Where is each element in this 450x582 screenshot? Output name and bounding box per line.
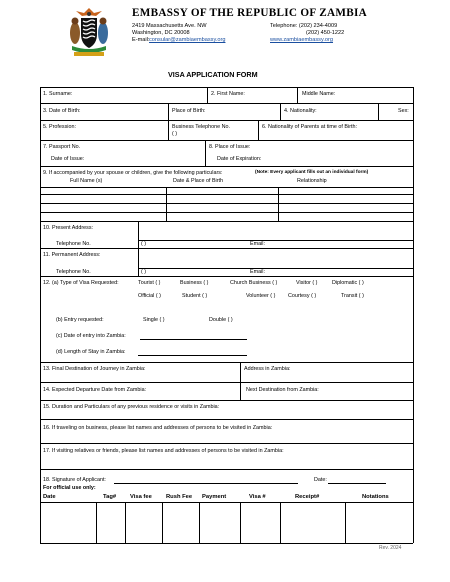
email-link[interactable]: consular@zambiaembassy.org <box>149 37 226 43</box>
coat-of-arms-logo <box>66 6 112 58</box>
official-col-notations: Notations <box>362 494 389 500</box>
relatives-field[interactable]: 17. If visiting relatives or friends, please list names and addresses of persons to be visited in Zambia: <box>43 448 284 454</box>
date-of-birth-field[interactable]: 3. Date of Birth: <box>43 108 81 114</box>
signature-line <box>114 483 298 484</box>
length-of-stay-line <box>138 355 247 356</box>
telephone-parens: ( ) <box>141 241 147 247</box>
phone-line-2: (202) 450-1222 <box>306 30 345 36</box>
business-phone-field[interactable]: Business Telephone No. <box>172 124 231 130</box>
transit-checkbox[interactable]: Transit ( ) <box>341 293 364 299</box>
profession-field[interactable]: 5. Profession: <box>43 124 76 130</box>
place-of-birth-field[interactable]: Place of Birth: <box>172 108 206 114</box>
tourist-checkbox[interactable]: Tourist ( ) <box>138 280 161 286</box>
entry-requested-label: (b) Entry requested: <box>56 317 104 323</box>
email-field-2[interactable]: Email: <box>250 269 265 275</box>
official-col-rush-fee: Rush Fee <box>166 494 193 500</box>
official-use-label: For official use only: <box>43 485 96 491</box>
visitor-checkbox[interactable]: Visitor ( ) <box>296 280 318 286</box>
length-of-stay-field[interactable]: (d) Length of Stay in Zambia: <box>56 349 126 355</box>
present-address-field[interactable]: 10. Present Address: <box>43 225 94 231</box>
address-line-1: 2419 Massachusetts Ave. NW <box>132 23 207 29</box>
form-title: VISA APPLICATION FORM <box>168 70 258 79</box>
nationality-field[interactable]: 4. Nationality: <box>284 108 317 114</box>
double-entry-checkbox[interactable]: Double ( ) <box>209 317 233 323</box>
official-col-payment: Payment <box>202 494 227 500</box>
permanent-address-field[interactable]: 11. Permanent Address: <box>43 252 101 258</box>
revision-footer: Rev. 2024 <box>379 545 402 551</box>
accompanied-note: (Note: Every applicant fills out an individual form) <box>255 170 369 175</box>
official-col-visa-fee: Visa fee <box>130 494 152 500</box>
address-in-zambia-field[interactable]: Address in Zambia: <box>244 366 291 372</box>
previous-visits-field[interactable]: 15. Duration and Particulars of any previous residence or visits in Zambia: <box>43 404 220 410</box>
official-col-receipt: Receipt# <box>295 494 320 500</box>
signature-field[interactable]: 18. Signature of Applicant: <box>43 477 106 483</box>
date-of-expiration-field[interactable]: Date of Expiration: <box>217 156 262 162</box>
col-relationship: Relationship <box>297 178 327 184</box>
volunteer-checkbox[interactable]: Volunteer ( ) <box>246 293 276 299</box>
official-col-visa-number: Visa # <box>249 494 266 500</box>
departure-date-field[interactable]: 14. Expected Departure Date from Zambia: <box>43 387 147 393</box>
passport-no-field[interactable]: 7. Passport No. <box>43 144 81 150</box>
single-entry-checkbox[interactable]: Single ( ) <box>143 317 165 323</box>
sex-field[interactable]: Sex: <box>398 108 409 114</box>
place-of-issue-field[interactable]: 8. Place of Issue: <box>209 144 251 150</box>
surname-field[interactable]: 1. Surname: <box>43 91 73 97</box>
church-business-checkbox[interactable]: Church Business ( ) <box>230 280 278 286</box>
diplomatic-checkbox[interactable]: Diplomatic ( ) <box>332 280 364 286</box>
final-destination-field[interactable]: 13. Final Destination of Journey in Zambia: <box>43 366 146 372</box>
email-label: E-mail: <box>132 37 150 43</box>
date-of-issue-field[interactable]: Date of Issue: <box>51 156 85 162</box>
website-link[interactable]: www.zambiaembassy.org <box>270 37 334 43</box>
business-checkbox[interactable]: Business ( ) <box>180 280 209 286</box>
date-of-entry-field[interactable]: (c) Date of entry into Zambia: <box>56 333 126 339</box>
business-persons-field[interactable]: 16. If traveling on business, please list names and addresses of persons to be visited in Zambia: <box>43 425 273 431</box>
student-checkbox[interactable]: Student ( ) <box>182 293 208 299</box>
official-col-tag: Tag# <box>103 494 117 500</box>
date-of-entry-line <box>140 339 247 340</box>
business-phone-parens: ( ) <box>172 131 178 137</box>
courtesy-checkbox[interactable]: Courtesy ( ) <box>288 293 317 299</box>
visa-type-label: 12. (a) Type of Visa Requested: <box>43 280 119 286</box>
embassy-name: EMBASSY OF THE REPUBLIC OF ZAMBIA <box>132 7 368 19</box>
address-line-2: Washington, DC 20008 <box>132 30 190 36</box>
date-signed-field[interactable]: Date: <box>314 477 327 483</box>
middle-name-field[interactable]: Middle Name: <box>302 91 336 97</box>
date-signed-line <box>328 483 386 484</box>
telephone-field-2[interactable]: Telephone No. <box>56 269 91 275</box>
email-field[interactable]: Email: <box>250 241 265 247</box>
col-date-place: Date & Place of Birth <box>173 178 224 184</box>
col-full-name: Full Name (s) <box>70 178 103 184</box>
official-checkbox[interactable]: Official ( ) <box>138 293 161 299</box>
phone-line-1: Telephone: (202) 234-4009 <box>270 23 338 29</box>
telephone-field[interactable]: Telephone No. <box>56 241 91 247</box>
parents-nationality-field[interactable]: 6. Nationality of Parents at time of Birth: <box>262 124 357 130</box>
next-destination-field[interactable]: Next Destination from Zambia: <box>246 387 319 393</box>
telephone-parens-2: ( ) <box>141 269 147 275</box>
first-name-field[interactable]: 2. First Name: <box>211 91 245 97</box>
official-col-date: Date <box>43 494 56 500</box>
accompanied-label: 9. If accompanied by your spouse or children, give the following particulars: <box>43 170 223 176</box>
